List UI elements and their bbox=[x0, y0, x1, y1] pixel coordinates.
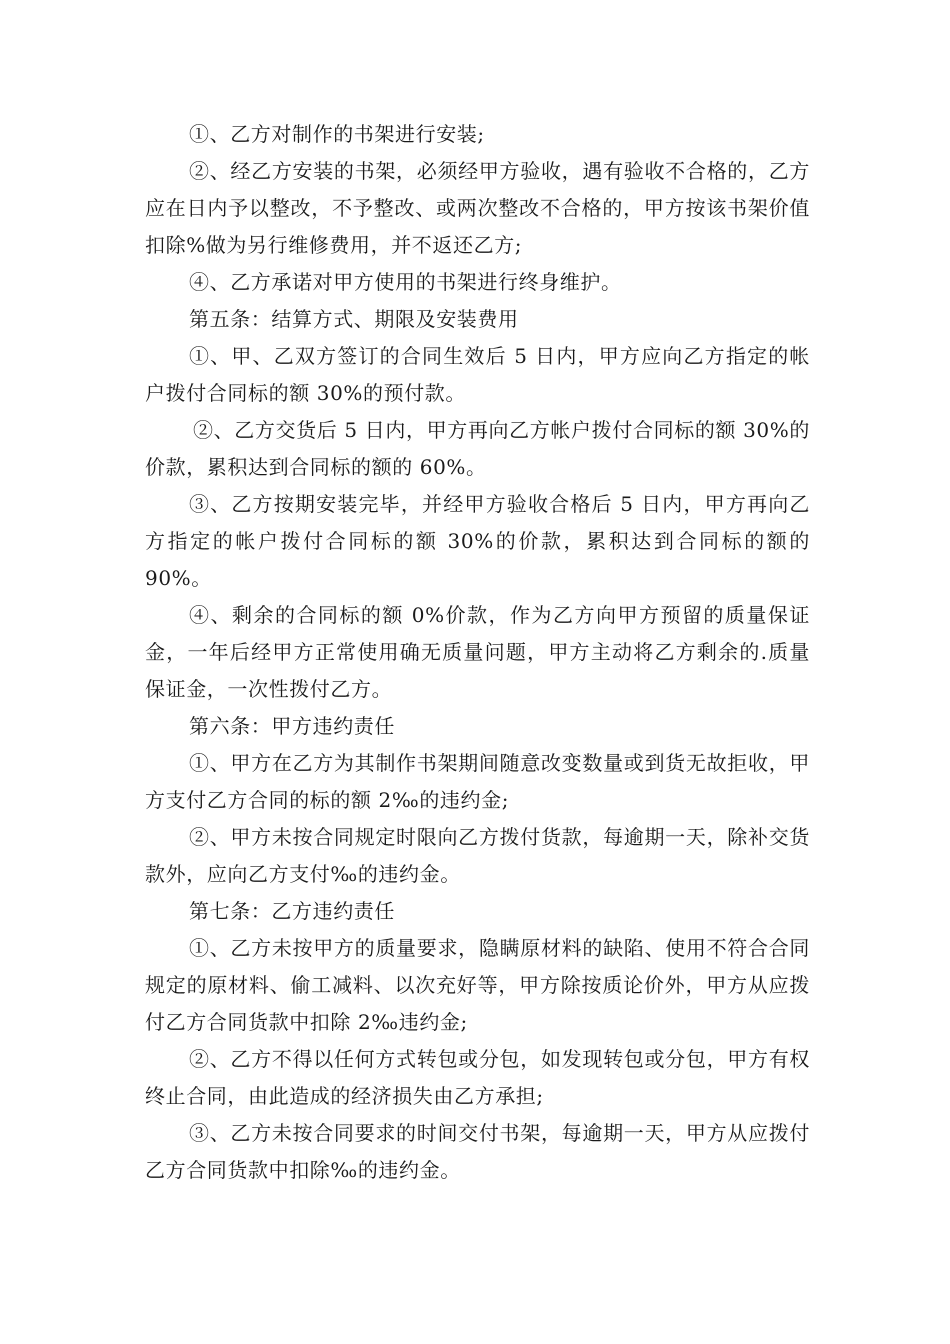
clause-item: ③、乙方未按合同要求的时间交付书架，每逾期一天，甲方从应拨付乙方合同货款中扣除‰的违约金。 bbox=[145, 1121, 810, 1182]
clause-item: ③、乙方按期安装完毕，并经甲方验收合格后 5 日内，甲方再向乙方指定的帐户拨付合同标的额 30%的价款，累积达到合同标的额的 90%。 bbox=[145, 492, 810, 590]
article-heading: 第六条：甲方违约责任 bbox=[189, 714, 395, 738]
clause-item: ②、经乙方安装的书架，必须经甲方验收，遇有验收不合格的，乙方应在日内予以整改，不予整改、或两次整改不合格的，甲方按该书架价值扣除%做为另行维修费用，并不返还乙方; bbox=[145, 159, 810, 257]
clause-item: ④、剩余的合同标的额 0%价款，作为乙方向甲方预留的质量保证金，一年后经甲方正常使用确无质量问题，甲方主动将乙方剩余的.质量保证金，一次性拨付乙方。 bbox=[145, 603, 810, 701]
document-body bbox=[145, 116, 810, 1189]
clause-item: ②、乙方交货后 5 日内，甲方再向乙方帐户拨付合同标的额 30%的价款，累积达到合同标的额的 60%。 bbox=[145, 418, 810, 479]
clause-item: ②、乙方不得以任何方式转包或分包，如发现转包或分包，甲方有权终止合同，由此造成的经济损失由乙方承担; bbox=[145, 1047, 810, 1108]
clause-item: ②、甲方未按合同规定时限向乙方拨付货款，每逾期一天，除补交货款外，应向乙方支付‰的违约金。 bbox=[145, 825, 810, 886]
article-heading: 第七条：乙方违约责任 bbox=[189, 899, 395, 923]
article-heading: 第五条：结算方式、期限及安装费用 bbox=[189, 307, 519, 331]
clause-item: ④、乙方承诺对甲方使用的书架进行终身维护。 bbox=[189, 270, 622, 294]
clause-item: ①、甲方在乙方为其制作书架期间随意改变数量或到货无故拒收，甲方支付乙方合同的标的额 2‰的违约金; bbox=[145, 751, 810, 812]
clause-item: ①、乙方未按甲方的质量要求，隐瞒原材料的缺陷、使用不符合合同规定的原材料、偷工减料、以次充好等，甲方除按质论价外，甲方从应拨付乙方合同货款中扣除 2‰违约金; bbox=[145, 936, 810, 1034]
clause-item: ①、乙方对制作的书架进行安装; bbox=[189, 122, 485, 146]
clause-item: ①、甲、乙双方签订的合同生效后 5 日内，甲方应向乙方指定的帐户拨付合同标的额 30%的预付款。 bbox=[145, 344, 810, 405]
